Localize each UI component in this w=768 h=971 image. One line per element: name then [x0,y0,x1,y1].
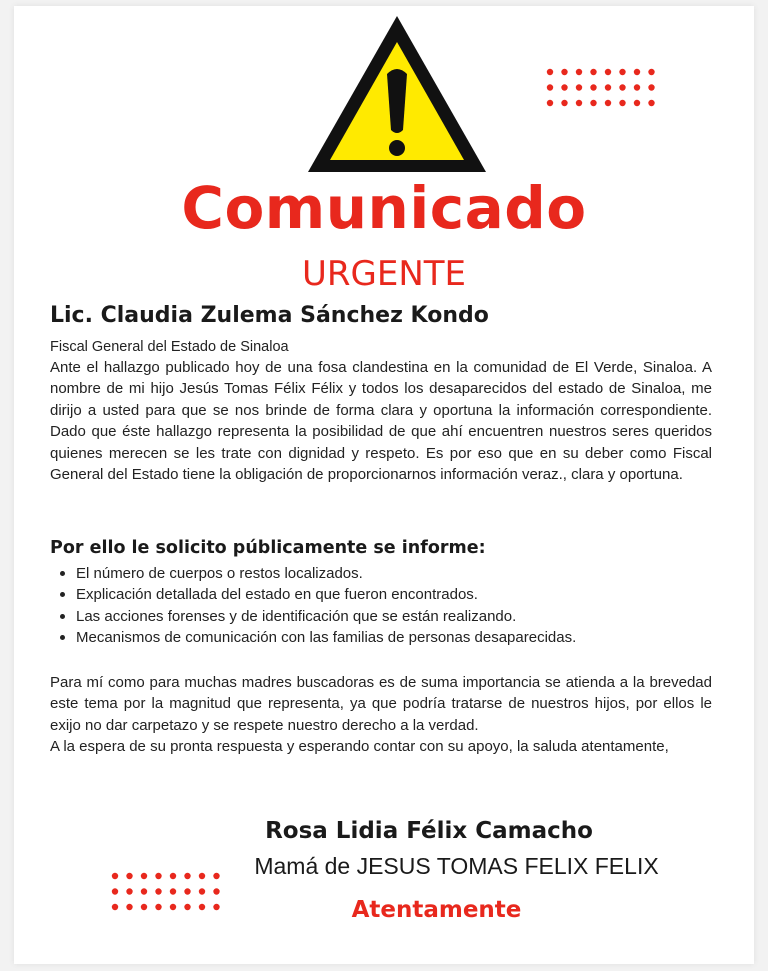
page-title: Comunicado [181,174,587,242]
red-dot [561,69,567,75]
red-dot [199,888,205,894]
closing-text: Atentamente [351,897,522,923]
red-dot [547,69,553,75]
red-dot [634,84,640,90]
bullet-icon [60,592,65,597]
red-dot [590,69,596,75]
red-dot [547,84,553,90]
bullet-icon [60,614,65,619]
signer-name: Rosa Lidia Félix Camacho [265,818,593,844]
addressee-name: Lic. Claudia Zulema Sánchez Kondo [50,303,489,328]
red-dot [605,69,611,75]
urgent-subtitle: URGENTE [301,254,467,294]
signer-relation: Mamá de JESUS TOMAS FELIX FELIX [254,853,659,879]
red-dot [561,84,567,90]
red-dot [619,84,625,90]
red-dot [648,84,654,90]
warning-triangle-icon [304,12,490,177]
red-dot [126,888,132,894]
red-dot [634,69,640,75]
red-dot [155,888,161,894]
body-paragraph: A la espera de su pronta respuesta y esperando contar con su apoyo, la saluda atentamente, [50,738,669,755]
red-dot [576,84,582,90]
red-dot [605,100,611,106]
body-paragraph: Para mí como para muchas madres buscadoras es de suma importancia se atienda a la brevedad este tema por la magnitud que representa, ya que podría tratarse de nuestros hijos, por ellos le exijo no dar carpetazo y se respete nuestro derecho a la verdad. [50,674,712,734]
red-dot [634,100,640,106]
red-dot [112,888,118,894]
list-item: El número de cuerpos o restos localizados. [50,563,576,584]
red-dot [590,84,596,90]
red-dot [184,888,190,894]
red-dot [547,100,553,106]
list-item: Explicación detallada del estado en que fueron encontrados. [50,584,576,605]
list-item: Las acciones forenses y de identificación que se están realizando. [50,606,576,627]
bullet-icon [60,571,65,576]
red-dot [648,69,654,75]
red-dot [213,888,219,894]
list-item: Mecanismos de comunicación con las familias de personas desaparecidas. [50,627,576,648]
red-dot [619,100,625,106]
bullet-icon [60,635,65,640]
red-dot [648,100,654,106]
request-list [50,563,576,649]
red-dot [561,100,567,106]
red-dot [141,888,147,894]
red-dot [576,100,582,106]
red-dot [619,69,625,75]
red-dot [170,888,176,894]
request-heading: Por ello le solicito públicamente se informe: [50,538,486,558]
red-dot [605,84,611,90]
addressee-role: Fiscal General del Estado de Sinaloa [50,339,289,355]
body-paragraph: Ante el hallazgo publicado hoy de una fosa clandestina en la comunidad de El Verde, Sinaloa. A nombre de mi hijo Jesús Tomas Félix Félix y todos los desaparecidos del estado de Sinaloa, me dirijo a usted para que se nos brinde de forma clara y oportuna la información correspondiente. Dado que éste hallazgo representa la posibilidad de que ahí encuentren nuestros seres queridos quienes merecen se les trate con dignidad y respeto. Es por eso que en su deber como Fiscal General del Estado tiene la obligación de proporcionarnos información veraz., clara y oportuna. [50,359,712,484]
red-dot [576,69,582,75]
red-dot-grid [545,68,657,114]
red-dot [590,100,596,106]
